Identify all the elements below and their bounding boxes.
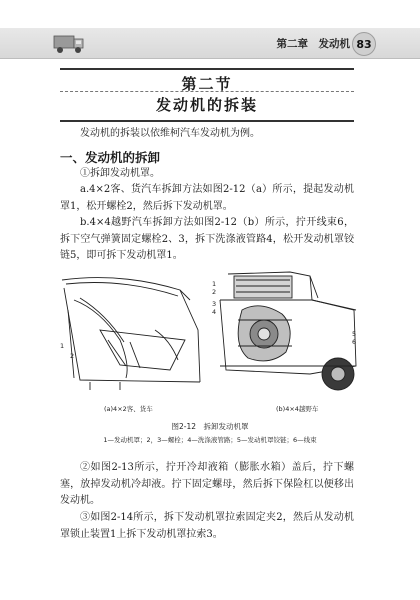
page-number: 83 (352, 32, 376, 56)
callout-b4: 4 (212, 308, 217, 316)
figure-legend: 1—发动机罩；2，3—螺栓；4—洗涤液管路；5—发动机罩铰链；6—线束 (103, 436, 317, 444)
section-title: 发动机的拆装 (155, 96, 258, 114)
truck-icon (52, 30, 86, 56)
figure-a-line-drawing (62, 278, 200, 390)
step-1b: b.4×4越野汽车拆卸方法如图2-12（b）所示，拧开线束6，拆下空气弹簧固定螺栓2、3，拆下洗涤液管路4，松开发动机罩铰链5，即可拆下发动机罩1。 (60, 217, 354, 261)
figure-b-label: (b)4×4越野车 (276, 405, 319, 413)
figure-a-label: (a)4×2客、货车 (104, 405, 153, 413)
chapter-label: 第二章 发动机 (276, 38, 350, 50)
callout-b2: 2 (212, 288, 217, 296)
step-1: ①拆卸发动机罩。 (80, 168, 160, 179)
section-number: 第二节 (181, 75, 233, 93)
heading-disassembly: 一、发动机的拆卸 (60, 150, 161, 165)
callout-b1: 1 (212, 280, 217, 288)
callout-a1: 1 (60, 342, 65, 350)
figure-b-line-drawing (220, 272, 356, 390)
callout-b3: 3 (212, 300, 217, 308)
callout-b5: 5 (352, 330, 357, 338)
callout-b6: 6 (352, 338, 357, 346)
step-2: ②如图2-13所示，拧开冷却液箱（膨胀水箱）盖后，拧下螺塞，放掉发动机冷却液。拧下固定螺母，然后拆下保险杠以便移出发动机。 (60, 462, 354, 506)
callout-a2: 2 (70, 352, 75, 360)
figure-2-12 (60, 270, 360, 400)
section-title-box (60, 68, 354, 122)
figure-caption: 图2-12 拆卸发动机罩 (171, 422, 249, 431)
intro-paragraph: 发动机的拆装以依维柯汽车发动机为例。 (80, 128, 260, 139)
step-3: ③如图2-14所示，拆下发动机罩拉索固定夹2，然后从发动机罩锁止装置1上拆下发动机罩拉索3。 (60, 512, 354, 540)
step-1a: a.4×2客、货汽车拆卸方法如图2-12（a）所示，提起发动机罩1，松开螺栓2，然后拆下发动机罩。 (60, 184, 354, 212)
